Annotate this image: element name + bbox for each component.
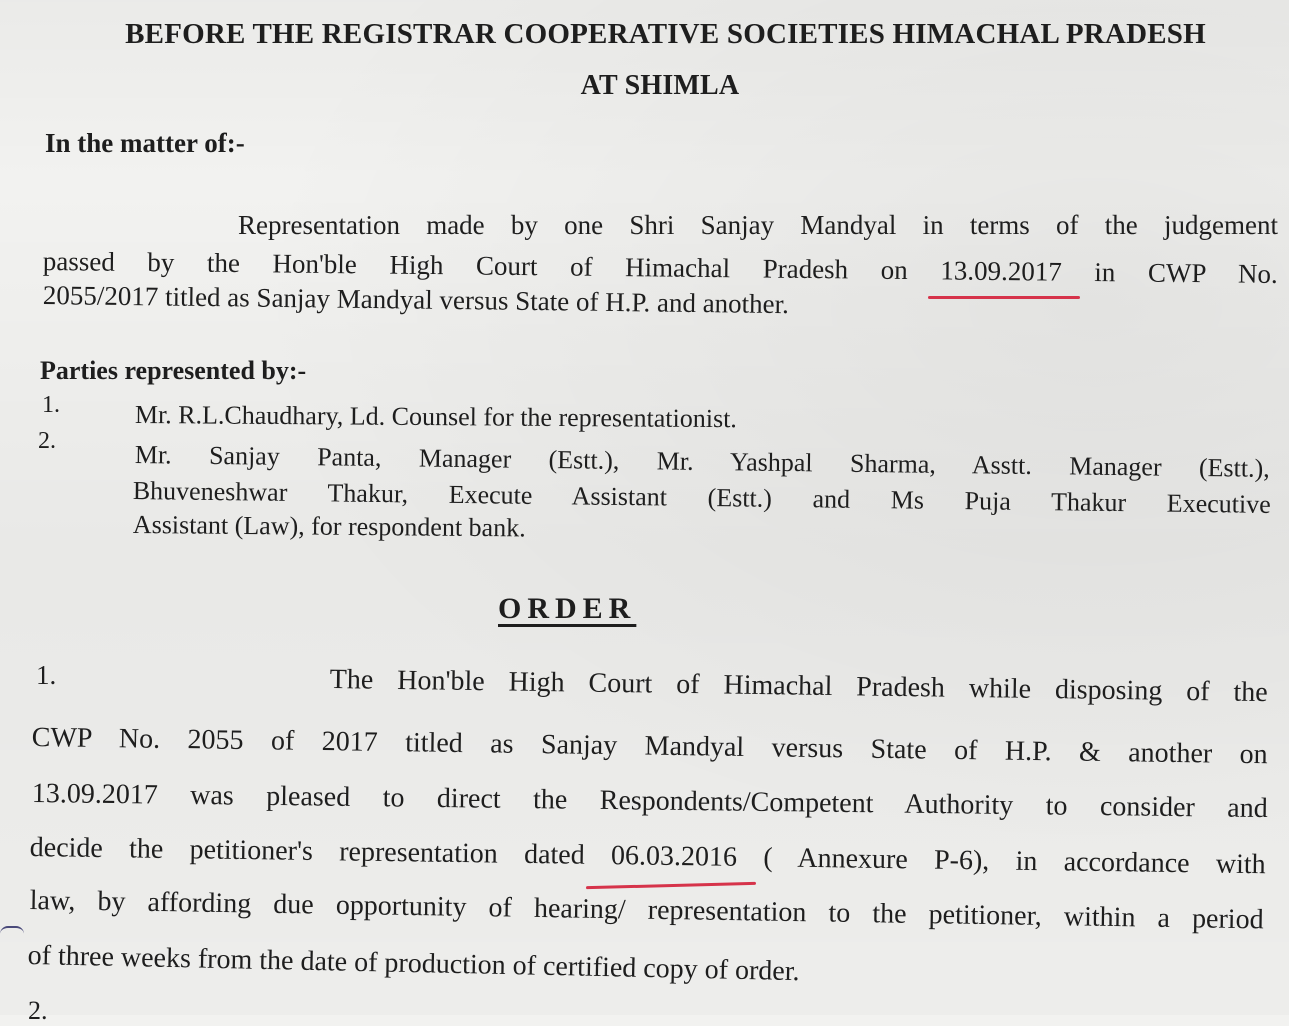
header-line-2: AT SHIMLA bbox=[580, 70, 740, 101]
party-2-line-3: Assistant (Law), for respondent bank. bbox=[132, 510, 526, 543]
order-para-1-line-1: The Hon'ble High Court of Himachal Pradesh while disposing of the bbox=[329, 664, 1268, 709]
matter-line-3: 2055/2017 titled as Sanjay Mandyal versus State of H.P. and another. bbox=[42, 280, 790, 320]
order-para-1-line-4: decide the petitioner's representation dated 06.03.2016 ( Annexure P-6), in accordance with bbox=[29, 832, 1266, 881]
party-1-number: 1. bbox=[42, 392, 60, 418]
date-underline-mark bbox=[928, 296, 1080, 299]
header-line-1: BEFORE THE REGISTRAR COOPERATIVE SOCIETIES HIMACHAL PRADESH bbox=[125, 18, 1206, 50]
order-title: ORDER bbox=[498, 592, 637, 625]
pen-mark bbox=[0, 926, 24, 934]
party-1-line: Mr. R.L.Chaudhary, Ld. Counsel for the representationist. bbox=[134, 400, 737, 434]
annexure-date-underline-mark bbox=[586, 882, 756, 889]
party-2-line-2: Bhuveneshwar Thakur, Execute Assistant (Estt.) and Ms Puja Thakur Executive bbox=[132, 476, 1271, 519]
party-2-line-1: Mr. Sanjay Panta, Manager (Estt.), Mr. Yashpal Sharma, Asstt. Manager (Estt.), bbox=[134, 440, 1270, 483]
matter-line-1: Representation made by one Shri Sanjay Mandyal in terms of the judgement bbox=[238, 210, 1278, 240]
matter-line-2: passed by the Hon'ble High Court of Himachal Pradesh on 13.09.2017 in CWP No. bbox=[42, 246, 1278, 289]
order-para-1-line-2: CWP No. 2055 of 2017 titled as Sanjay Mandyal versus State of H.P. & another on bbox=[31, 722, 1268, 771]
party-2-number: 2. bbox=[38, 428, 56, 454]
matter-label: In the matter of:- bbox=[45, 128, 245, 158]
order-para-1-line-3: 13.09.2017 was pleased to direct the Respondents/Competent Authority to consider and bbox=[31, 778, 1268, 825]
order-para-1-line-6: of three weeks from the date of production of certified copy of order. bbox=[27, 940, 800, 988]
order-para-1-number: 1. bbox=[36, 660, 57, 690]
order-para-2-number: 2. bbox=[28, 996, 48, 1025]
order-para-1-line-5: law, by affording due opportunity of hearing/ representation to the petitioner, within a period bbox=[29, 885, 1264, 936]
parties-label: Parties represented by:- bbox=[40, 356, 307, 385]
